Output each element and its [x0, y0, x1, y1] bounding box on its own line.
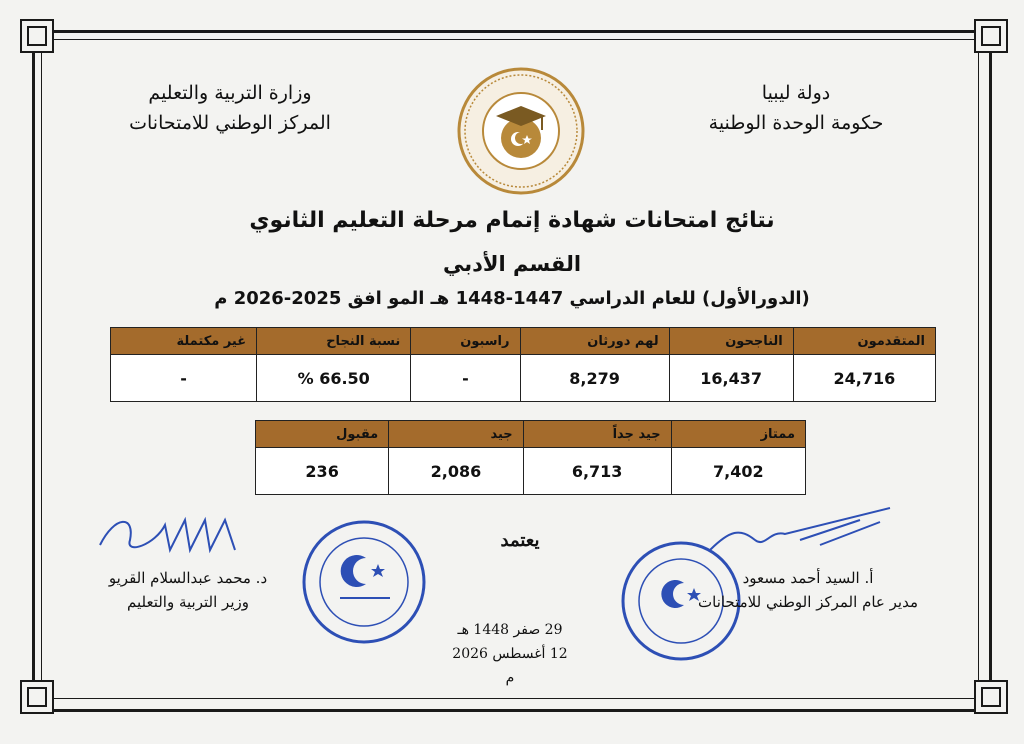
value-cell: 16,437 — [669, 355, 793, 402]
header-cell: راسبون — [411, 328, 520, 355]
value-cell: 6,713 — [523, 448, 671, 495]
gregorian-date: 12 أغسطس 2026 م — [452, 646, 568, 686]
corner-ornament — [974, 680, 1008, 714]
signatory-left-title: وزير التربية والتعليم — [127, 593, 249, 611]
signatory-right-name: أ. السيد أحمد مسعود — [742, 569, 874, 587]
signatory-left — [88, 566, 288, 614]
value-cell: 66.50 % — [257, 355, 411, 402]
value-cell: 7,402 — [671, 448, 805, 495]
value-cell: 24,716 — [793, 355, 935, 402]
table-header-row — [256, 421, 806, 448]
corner-ornament — [20, 19, 54, 53]
page-title: نتائج امتحانات شهادة إتمام مرحلة التعليم الثانوي — [249, 208, 775, 233]
header-cell: ممتاز — [671, 421, 805, 448]
header-cell: جيد — [389, 421, 523, 448]
value-cell: - — [111, 355, 257, 402]
header-center: المركز الوطني للامتحانات — [129, 112, 331, 134]
header-cell: نسبة النجاح — [257, 328, 411, 355]
table-row — [111, 355, 936, 402]
value-cell: 8,279 — [520, 355, 669, 402]
results-table — [110, 327, 936, 402]
issue-date — [450, 618, 570, 690]
table-header-row — [111, 328, 936, 355]
corner-ornament — [20, 680, 54, 714]
signatory-right-title: مدير عام المركز الوطني للامتحانات — [698, 593, 918, 611]
section-title: القسم الأدبي — [442, 252, 582, 276]
header-left — [110, 78, 350, 138]
header-state: دولة ليبيا — [761, 82, 831, 104]
header-government: حكومة الوحدة الوطنية — [708, 112, 884, 134]
header-cell: جيد جداً — [523, 421, 671, 448]
header-cell: مقبول — [256, 421, 389, 448]
header-cell: لهم دورثان — [520, 328, 669, 355]
header-right — [686, 78, 906, 138]
exam-center-logo — [456, 66, 586, 196]
signatory-right — [668, 566, 948, 614]
signatory-left-name: د. محمد عبدالسلام القريو — [108, 569, 268, 587]
endorsement-label: يعتمد — [500, 530, 540, 551]
signature-left — [95, 505, 255, 565]
header-cell: غير مكتملة — [111, 328, 257, 355]
corner-ornament — [974, 19, 1008, 53]
grades-table — [255, 420, 806, 495]
header-cell: الناجحون — [669, 328, 793, 355]
official-stamp-left — [300, 518, 428, 646]
value-cell: 2,086 — [389, 448, 523, 495]
value-cell: 236 — [256, 448, 389, 495]
hijri-date: 29 صفر 1448 هـ — [457, 622, 563, 638]
header-ministry: وزارة التربية والتعليم — [148, 82, 312, 104]
table-row — [256, 448, 806, 495]
session-subtitle: (الدورالأول) للعام الدراسي 1447-1448 هـ المو افق 2025-2026 م — [214, 288, 810, 309]
header-cell: المتقدمون — [793, 328, 935, 355]
value-cell: - — [411, 355, 520, 402]
